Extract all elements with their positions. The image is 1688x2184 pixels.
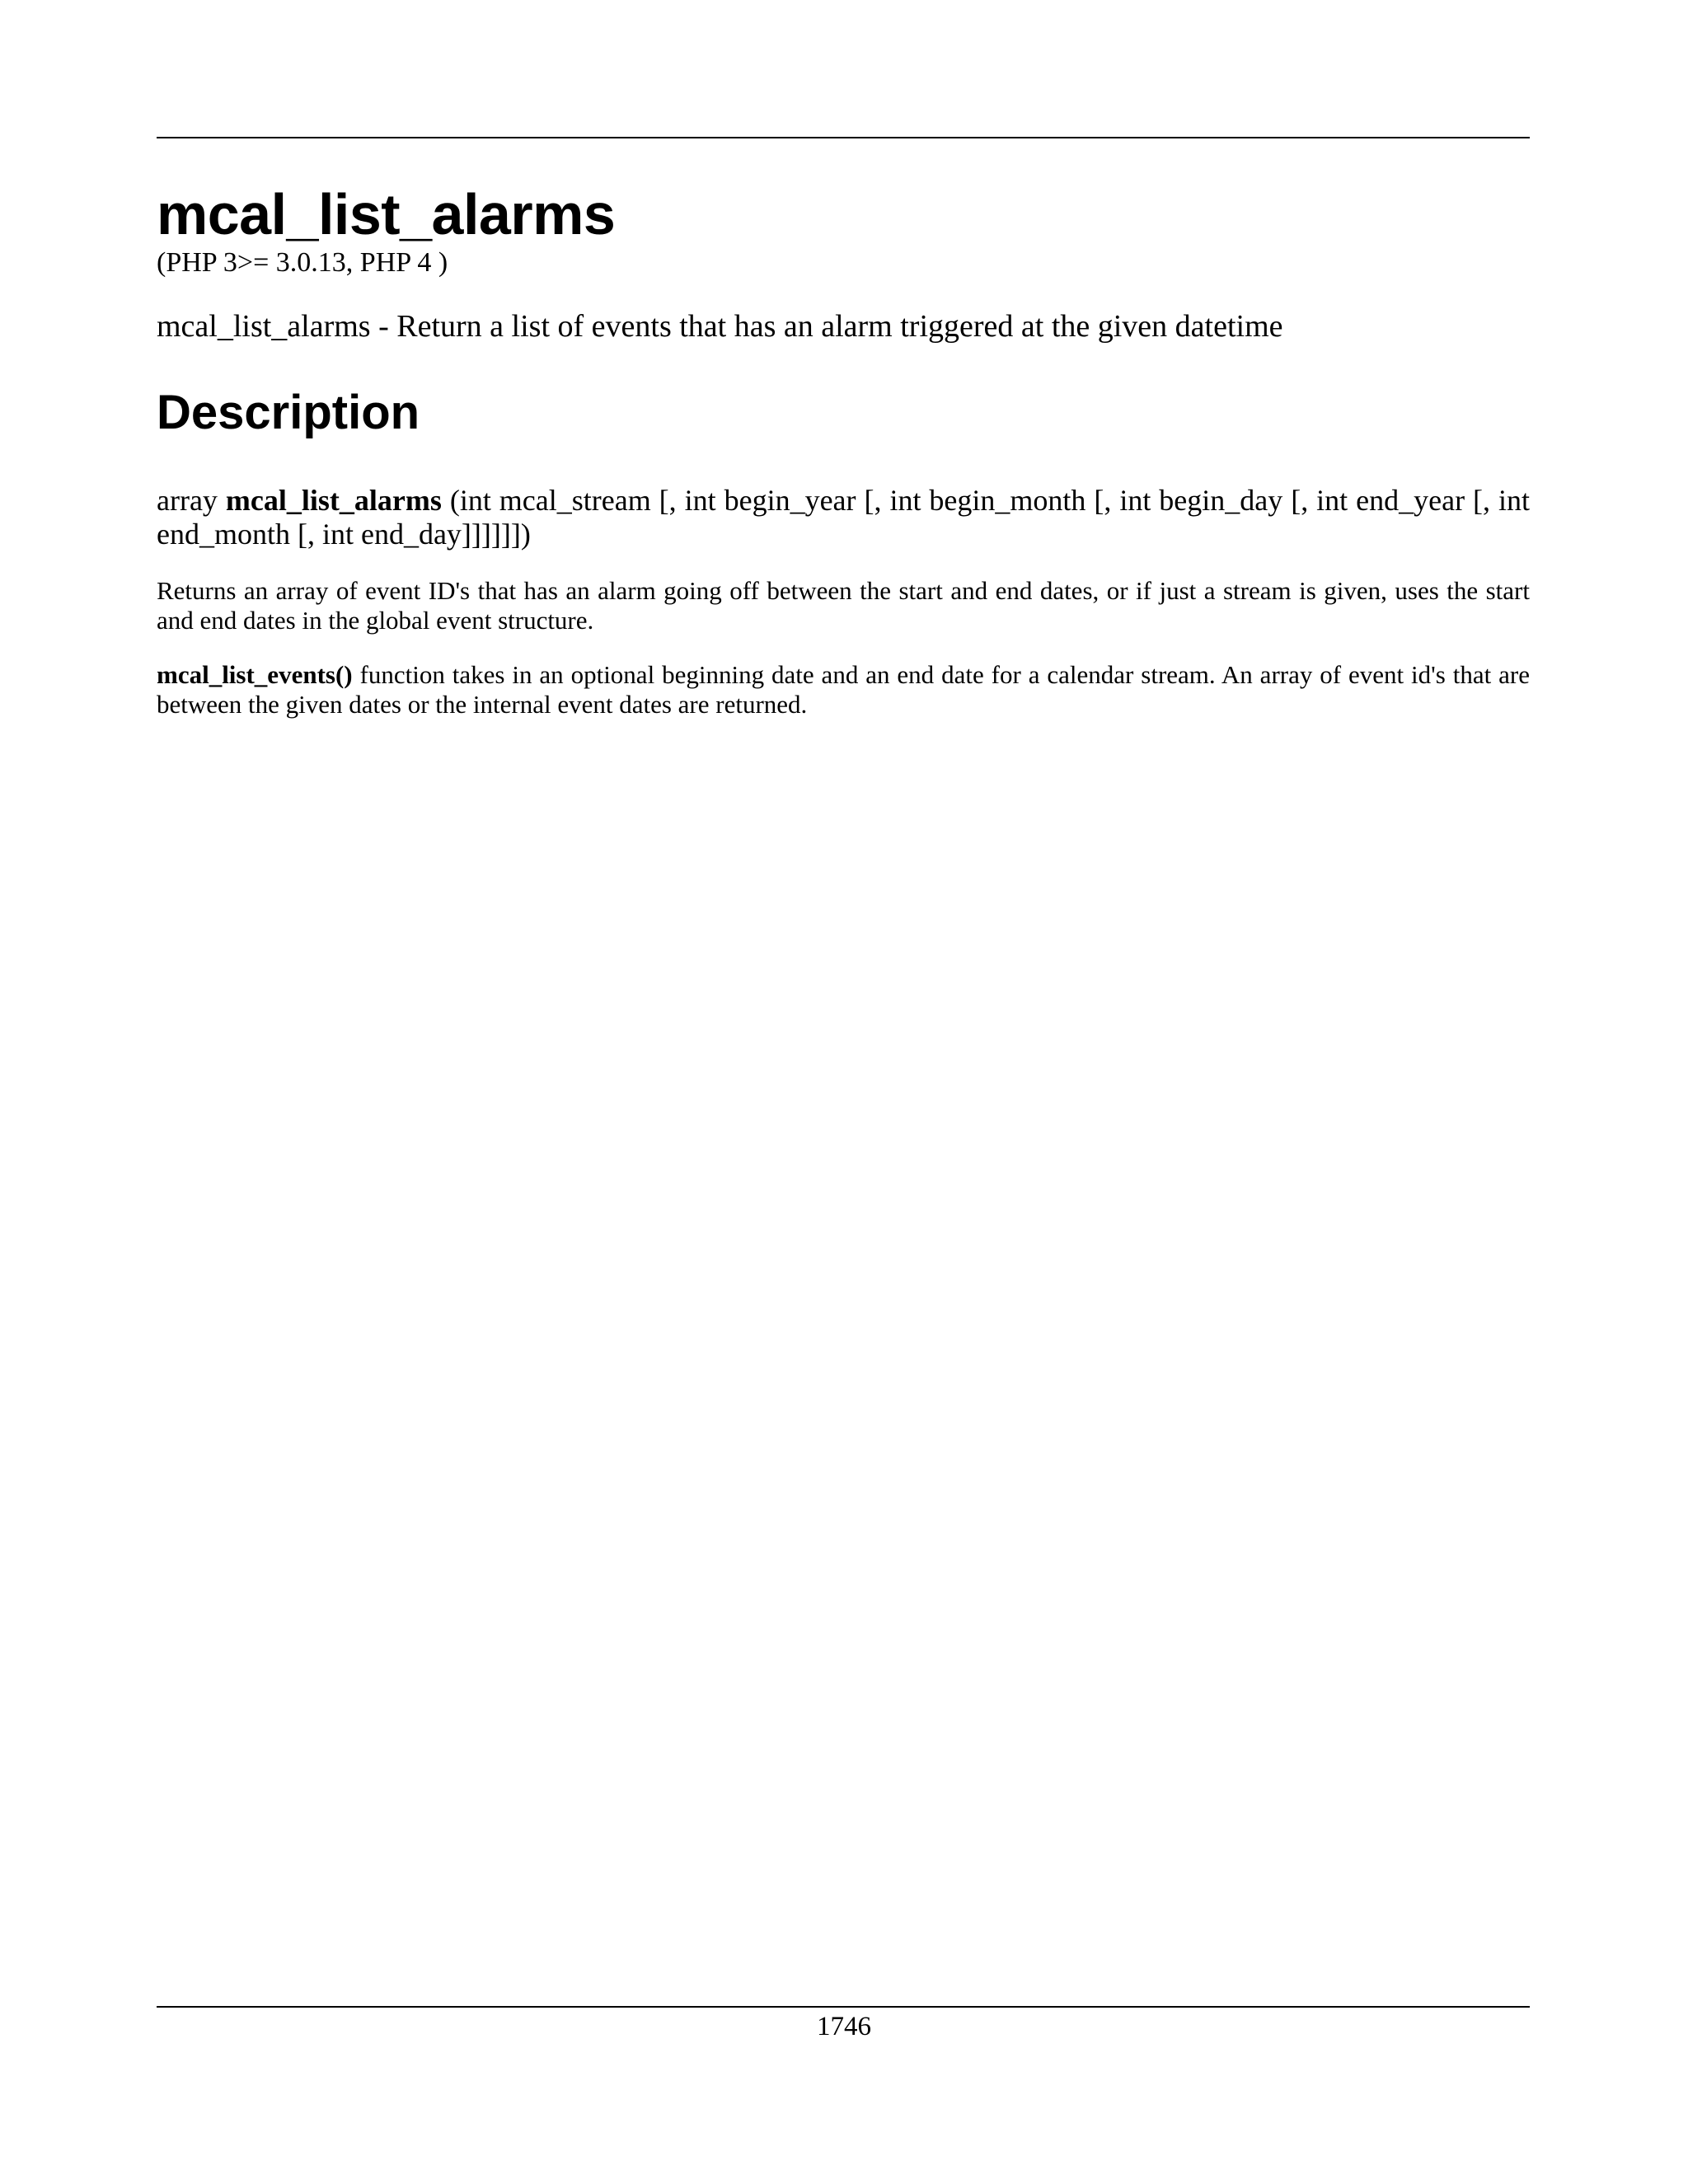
synopsis-function-name: mcal_list_alarms (225, 484, 442, 518)
function-synopsis (157, 484, 1530, 551)
function-purpose: mcal_list_alarms - Return a list of events that has an alarm triggered at the given datetime (157, 308, 1283, 344)
description-paragraph-1: Returns an array of event ID's that has an alarm going off between the start and end dates, or if just a stream is given, uses the start and end dates in the global event structure. (157, 576, 1530, 635)
function-reference: mcal_list_events() (157, 660, 353, 690)
header-rule (157, 137, 1530, 138)
synopsis-params: (int mcal_stream [, int begin_year [, int begin_month [, int begin_day [, int end_year [, int end_month [, int end_day]]]]]]) (157, 484, 1530, 551)
page-number: 1746 (817, 2012, 871, 2041)
description-paragraph-2-text: function takes in an optional beginning date and an end date for a calendar stream. An array of event id's that are between the given dates or the internal event dates are returned. (157, 660, 1530, 719)
description-heading: Description (157, 386, 420, 440)
version-info: (PHP 3>= 3.0.13, PHP 4 ) (157, 247, 448, 278)
description-paragraph-2 (157, 660, 1530, 719)
synopsis-return-type: array (157, 484, 226, 518)
footer-rule (157, 2006, 1530, 2008)
page-content (157, 182, 1530, 719)
page-title: mcal_list_alarms (157, 182, 616, 246)
